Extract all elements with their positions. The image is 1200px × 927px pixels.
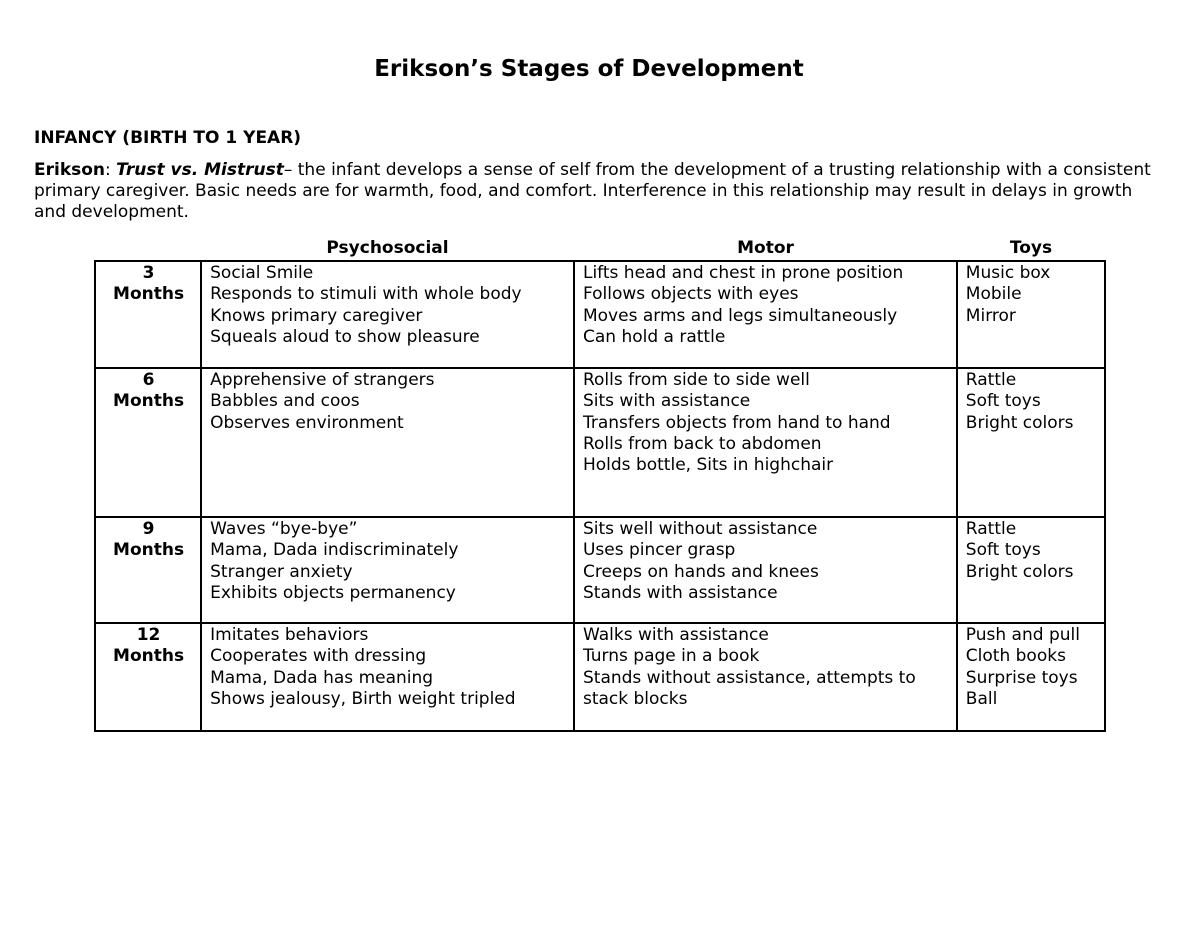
intro-stage: Trust vs. Mistrust (116, 160, 284, 180)
intro-lead: Erikson (34, 160, 106, 180)
psychosocial-cell (201, 368, 574, 517)
psychosocial-cell (201, 517, 574, 623)
table-row (95, 517, 1105, 623)
list-item: Soft toys (965, 540, 1041, 561)
list-item: Rattle (965, 519, 1017, 539)
column-header-psychosocial: Psychosocial (326, 238, 449, 258)
list-item: Knows primary caregiver (210, 305, 423, 326)
list-item: Can hold a rattle (582, 326, 726, 347)
list-item: Push and pull (965, 625, 1080, 645)
list-item: Lifts head and chest in prone position (582, 263, 904, 283)
table-row (95, 261, 1105, 368)
list-item: Mama, Dada has meaning (210, 667, 434, 688)
age-cell (95, 368, 201, 517)
list-item: Waves “bye-bye” (210, 519, 358, 539)
motor-cell (574, 261, 957, 368)
list-item: Mirror (965, 305, 1016, 326)
age-cell (95, 517, 201, 623)
list-item: Social Smile (210, 263, 314, 283)
column-header-motor: Motor (737, 238, 794, 258)
list-item: Stands without assistance, attempts to stack blocks (582, 667, 916, 709)
list-item: Babbles and coos (210, 391, 360, 412)
age-unit: Months (113, 540, 185, 561)
intro-colon: : (105, 160, 117, 180)
list-item: Bright colors (965, 412, 1074, 433)
intro-paragraph (34, 160, 1164, 223)
intro-text: – the infant develops a sense of self from the development of a trusting relationship with a consistent primary caregiver. Basic needs are for warmth, food, and comfort. Interference in this relationship may result in delays in growth and development. (34, 160, 1151, 222)
list-item: Creeps on hands and knees (582, 561, 819, 582)
column-header-toys: Toys (1009, 238, 1053, 258)
toys-cell (957, 368, 1105, 517)
section-heading: INFANCY (BIRTH TO 1 YEAR) (34, 128, 302, 148)
psychosocial-cell (201, 623, 574, 731)
list-item: Surprise toys (965, 667, 1078, 688)
list-item: Exhibits objects permanency (210, 582, 456, 603)
list-item: Rolls from back to abdomen (582, 433, 822, 454)
age-number: 6 (142, 370, 155, 390)
list-item: Stands with assistance (582, 582, 778, 603)
development-table (94, 260, 1106, 732)
column-headers (0, 237, 1200, 259)
list-item: Cooperates with dressing (210, 646, 427, 667)
list-item: Stranger anxiety (210, 561, 353, 582)
list-item: Imitates behaviors (210, 625, 369, 645)
list-item: Sits with assistance (582, 391, 751, 412)
list-item: Soft toys (965, 391, 1041, 412)
list-item: Cloth books (965, 646, 1066, 667)
list-item: Apprehensive of strangers (210, 370, 435, 390)
list-item: Follows objects with eyes (582, 284, 799, 305)
age-cell (95, 261, 201, 368)
list-item: Turns page in a book (582, 646, 760, 667)
age-number: 9 (142, 519, 155, 539)
age-cell (95, 623, 201, 731)
table-row (95, 368, 1105, 517)
list-item: Mama, Dada indiscriminately (210, 540, 459, 561)
toys-cell (957, 517, 1105, 623)
age-unit: Months (113, 391, 185, 412)
age-number: 3 (142, 263, 155, 283)
page-title: Erikson’s Stages of Development (374, 56, 804, 82)
list-item: Transfers objects from hand to hand (582, 412, 891, 433)
motor-cell (574, 623, 957, 731)
motor-cell (574, 368, 957, 517)
list-item: Music box (965, 263, 1051, 283)
list-item: Moves arms and legs simultaneously (582, 305, 898, 326)
list-item: Sits well without assistance (582, 519, 818, 539)
list-item: Mobile (965, 284, 1022, 305)
list-item: Ball (965, 688, 998, 709)
age-unit: Months (113, 646, 185, 667)
list-item: Rattle (965, 370, 1017, 390)
age-unit: Months (113, 284, 185, 305)
toys-cell (957, 261, 1105, 368)
list-item: Rolls from side to side well (582, 370, 810, 390)
toys-cell (957, 623, 1105, 731)
list-item: Responds to stimuli with whole body (210, 284, 522, 305)
age-number: 12 (136, 625, 161, 645)
psychosocial-cell (201, 261, 574, 368)
list-item: Observes environment (210, 412, 404, 433)
list-item: Shows jealousy, Birth weight tripled (210, 688, 516, 709)
list-item: Squeals aloud to show pleasure (210, 326, 480, 347)
list-item: Uses pincer grasp (582, 540, 736, 561)
motor-cell (574, 517, 957, 623)
list-item: Walks with assistance (582, 625, 769, 645)
table-row (95, 623, 1105, 731)
list-item: Bright colors (965, 561, 1074, 582)
list-item: Holds bottle, Sits in highchair (582, 455, 834, 476)
